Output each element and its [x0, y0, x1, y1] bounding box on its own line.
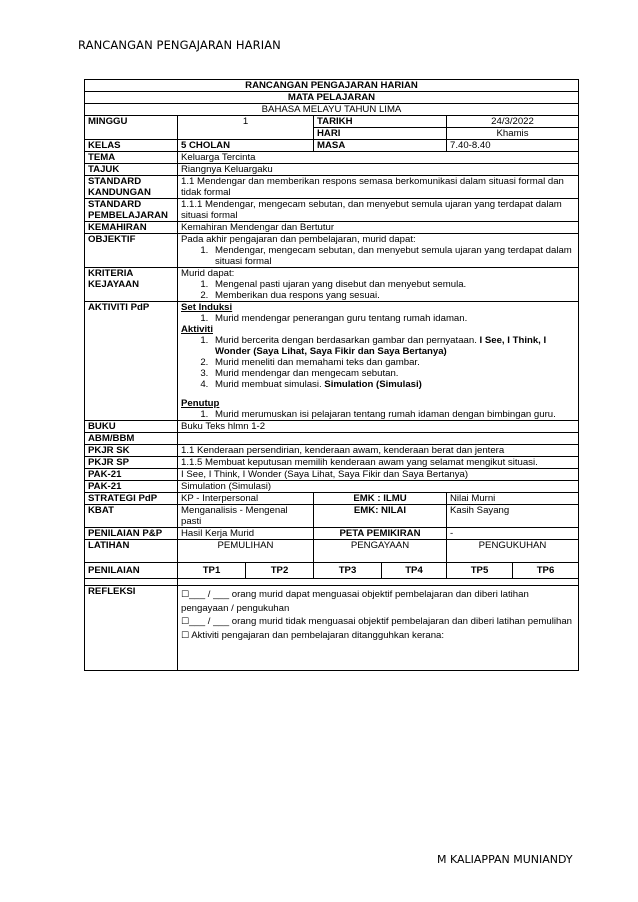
aktiviti-item — [211, 379, 575, 390]
latihan-pengayaan: PENGAYAAN — [314, 540, 447, 563]
sk-value: 1.1 Mendengar dan memberikan respons semasa berkomunikasi dalam situasi formal dan tidak formal — [178, 176, 579, 199]
subject-row — [85, 104, 579, 116]
buku-label: BUKU — [85, 421, 178, 433]
buku-value: Buku Teks hlmn 1-2 — [178, 421, 579, 433]
pak21-label: PAK-21 — [85, 481, 178, 493]
refleksi-line-text: ___ / ___ orang murid dapat menguasai objektif pembelajaran dan diberi latihan pengayaan / pengukuhan — [181, 589, 529, 614]
aktiviti-item — [211, 335, 575, 357]
latihan-pengukuhan: PENGUKUHAN — [447, 540, 579, 563]
minggu-row — [85, 116, 579, 128]
tp-cell: TP2 — [246, 563, 314, 579]
tema-row — [85, 152, 579, 164]
kemahiran-value: Kemahiran Mendengar dan Bertutur — [178, 222, 579, 234]
peta-pemikiran-label: PETA PEMIKIRAN — [314, 528, 447, 540]
aktiviti-row — [85, 302, 579, 421]
objektif-intro: Pada akhir pengajaran dan pembelajaran, murid dapat: — [181, 234, 416, 245]
objektif-row — [85, 234, 579, 268]
aktiviti-item: 3. Murid mendengar dan mengecam sebutan. — [211, 368, 575, 379]
latihan-pemulihan: PEMULIHAN — [178, 540, 314, 563]
latihan-row — [85, 540, 579, 563]
checkbox-icon[interactable]: ☐ — [181, 590, 190, 600]
kelas-row — [85, 140, 579, 152]
objektif-label: OBJEKTIF — [85, 234, 178, 268]
abm-label: ABM/BBM — [85, 433, 178, 445]
buku-row — [85, 421, 579, 433]
masa-value: 7.40-8.40 — [447, 140, 579, 152]
penutup-heading: Penutup — [181, 398, 220, 409]
tarikh-label: TARIKH — [314, 116, 447, 128]
emk-ilmu-value: Nilai Murni — [447, 493, 579, 505]
pak21-label: PAK-21 — [85, 469, 178, 481]
strategi-value: KP - Interpersonal — [178, 493, 314, 505]
tajuk-label: TAJUK — [85, 164, 178, 176]
page-footer: M KALIAPPAN MUNIANDY — [437, 853, 573, 866]
page-header: RANCANGAN PENGAJARAN HARIAN — [78, 38, 281, 52]
aktiviti-item-strategy: Simulation (Simulasi) — [324, 379, 422, 390]
set-induksi-item: 1. Murid mendengar penerangan guru tentang rumah idaman. — [211, 313, 575, 324]
emk-ilmu-label: EMK : ILMU — [314, 493, 447, 505]
penilaian-label: PENILAIAN — [85, 563, 178, 579]
peta-pemikiran-value: - — [447, 528, 579, 540]
objektif-item: 1. Mendengar, mengecam sebutan, dan menyebut semula ujaran yang terdapat dalam situasi formal — [211, 245, 575, 267]
kelas-value: 5 CHOLAN — [178, 140, 314, 152]
tp-cell: TP5 — [447, 563, 513, 579]
aktiviti-item-strategy: I See, I Think, I Wonder (Saya Lihat, Saya Fikir dan Saya Bertanya) — [215, 335, 547, 357]
objektif-content — [178, 234, 579, 268]
pkjr-sp-value: 1.1.5 Membuat keputusan memilih kenderaan awam yang selamat mengikut situasi. — [178, 457, 579, 469]
emk-nilai-label: EMK: NILAI — [314, 505, 447, 528]
refleksi-line — [181, 629, 575, 643]
kbat-label: KBAT — [85, 505, 178, 528]
minggu-label: MINGGU — [85, 116, 178, 140]
penilaian-pnp-value: Hasil Kerja Murid — [178, 528, 314, 540]
kemahiran-label: KEMAHIRAN — [85, 222, 178, 234]
refleksi-line — [181, 588, 575, 615]
strategi-row — [85, 493, 579, 505]
sp-label: STANDARD PEMBELAJARAN — [85, 199, 178, 222]
pak21-value: I See, I Think, I Wonder (Saya Lihat, Saya Fikir dan Saya Bertanya) — [178, 469, 579, 481]
strategi-label: STRATEGI PdP — [85, 493, 178, 505]
tp-cell: TP3 — [314, 563, 382, 579]
pak21-row — [85, 469, 579, 481]
standard-pembelajaran-row — [85, 199, 579, 222]
kriteria-label: KRITERIA KEJAYAAN — [85, 268, 178, 302]
penilaian-pnp-row — [85, 528, 579, 540]
pkjr-sk-value: 1.1 Kenderaan persendirian, kenderaan awam, kenderaan berat dan jentera — [178, 445, 579, 457]
aktiviti-heading: Aktiviti — [181, 324, 213, 335]
pkjr-sk-label: PKJR SK — [85, 445, 178, 457]
kriteria-item: 2. Memberikan dua respons yang sesuai. — [211, 290, 575, 301]
tajuk-value: Riangnya Keluargaku — [178, 164, 579, 176]
kbat-row — [85, 505, 579, 528]
standard-kandungan-row — [85, 176, 579, 199]
aktiviti-item-text: Murid membuat simulasi. — [215, 379, 325, 390]
pkjr-sk-row — [85, 445, 579, 457]
hari-label: HARI — [314, 128, 447, 140]
kelas-label: KELAS — [85, 140, 178, 152]
refleksi-line-text: Aktiviti pengajaran dan pembelajaran ditangguhkan kerana: — [189, 630, 445, 641]
pak21-value: Simulation (Simulasi) — [178, 481, 579, 493]
tp-cell: TP6 — [513, 563, 579, 579]
kriteria-content — [178, 268, 579, 302]
tema-value: Keluarga Tercinta — [178, 152, 579, 164]
masa-label: MASA — [314, 140, 447, 152]
refleksi-line — [181, 615, 575, 629]
tema-label: TEMA — [85, 152, 178, 164]
kemahiran-row — [85, 222, 579, 234]
tajuk-row — [85, 164, 579, 176]
emk-nilai-value: Kasih Sayang — [447, 505, 579, 528]
hari-value: Khamis — [447, 128, 579, 140]
set-induksi-heading: Set Induksi — [181, 302, 233, 313]
kriteria-intro: Murid dapat: — [181, 268, 235, 279]
tp-cell: TP4 — [382, 563, 447, 579]
aktiviti-item-text: Murid bercerita dengan berdasarkan gambar dan pernyataan. — [215, 335, 480, 346]
spacer-cell — [85, 579, 178, 586]
subject-name: BAHASA MELAYU TAHUN LIMA — [85, 104, 579, 116]
abm-value — [178, 433, 579, 445]
sp-value: 1.1.1 Mendengar, mengecam sebutan, dan menyebut semula ujaran yang terdapat dalam situasi formal — [178, 199, 579, 222]
checkbox-icon[interactable]: ☐ — [181, 617, 190, 627]
minggu-value: 1 — [178, 116, 314, 140]
refleksi-label: REFLEKSI — [85, 586, 178, 671]
title-row — [85, 80, 579, 92]
sk-label: STANDARD KANDUNGAN — [85, 176, 178, 199]
aktiviti-label: AKTIVITI PdP — [85, 302, 178, 421]
pkjr-sp-row — [85, 457, 579, 469]
aktiviti-item: 2. Murid meneliti dan memahami teks dan gambar. — [211, 357, 575, 368]
kbat-value: Menganalisis - Mengenal pasti — [178, 505, 314, 528]
table-subtitle: MATA PELAJARAN — [85, 92, 579, 104]
table-title: RANCANGAN PENGAJARAN HARIAN — [85, 80, 579, 92]
aktiviti-content — [178, 302, 579, 421]
checkbox-icon[interactable]: ☐ — [181, 631, 190, 641]
tarikh-value: 24/3/2022 — [447, 116, 579, 128]
subtitle-row — [85, 92, 579, 104]
kriteria-item: 1. Mengenal pasti ujaran yang disebut dan menyebut semula. — [211, 279, 575, 290]
abm-row — [85, 433, 579, 445]
tp-cell: TP1 — [178, 563, 246, 579]
latihan-label: LATIHAN — [85, 540, 178, 563]
spacer-row — [85, 579, 579, 586]
pkjr-sp-label: PKJR SP — [85, 457, 178, 469]
refleksi-line-text: ___ / ___ orang murid tidak menguasai objektif pembelajaran dan diberi latihan pemulihan — [189, 616, 573, 627]
lesson-plan-table — [84, 79, 579, 671]
spacer-cell — [178, 579, 579, 586]
penutup-item: 1. Murid merumuskan isi pelajaran tentang rumah idaman dengan bimbingan guru. — [211, 409, 575, 420]
penilaian-row — [85, 563, 579, 579]
pak21-row — [85, 481, 579, 493]
refleksi-row — [85, 586, 579, 671]
penilaian-pnp-label: PENILAIAN P&P — [85, 528, 178, 540]
refleksi-content — [178, 586, 579, 671]
kriteria-row — [85, 268, 579, 302]
